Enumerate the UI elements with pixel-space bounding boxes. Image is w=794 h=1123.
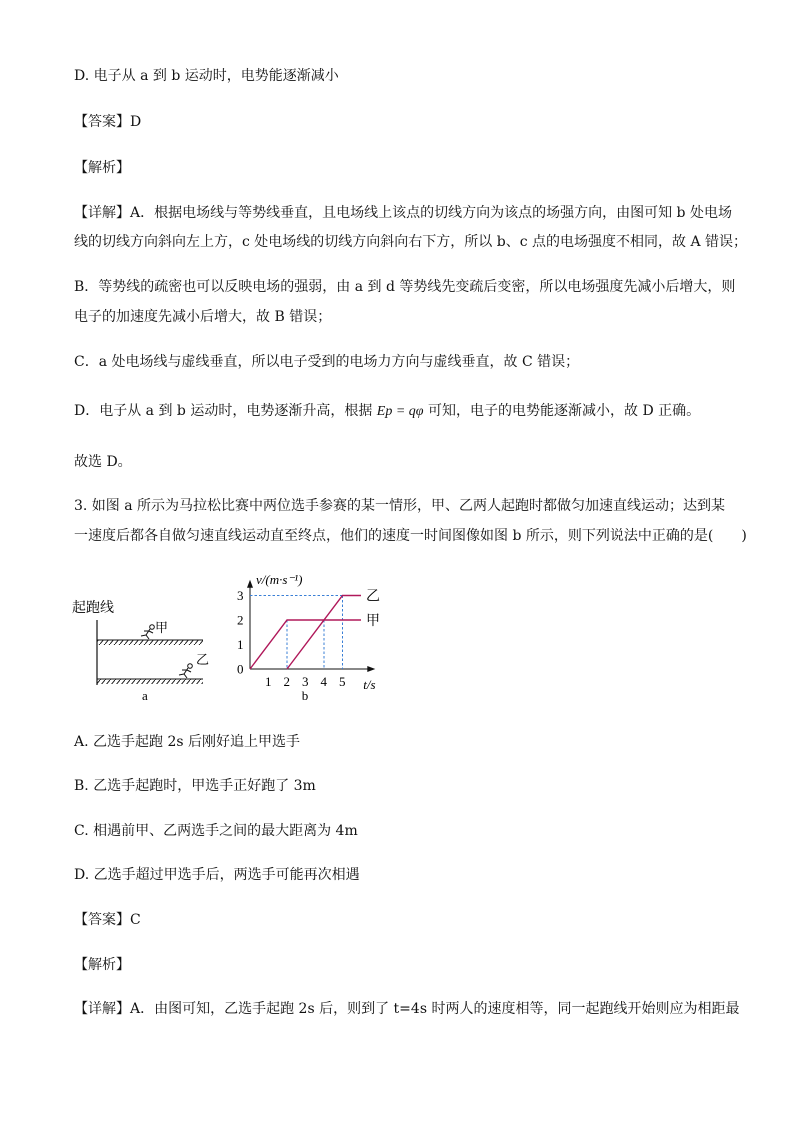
q3-option-a: A. 乙选手起跑 2s 后刚好追上甲选手 [74,734,301,750]
velocity-time-chart [228,570,408,705]
q3-detail-a: 【详解】A．由图可知，乙选手起跑 2s 后，则到了 t=4s 时两人的速度相等，同一起跑线开始则应为相距最 [74,1001,740,1017]
figure-a [70,590,215,702]
detail-d-post: 可知，电子的电势能逐渐减小，故 D 正确。 [428,403,701,419]
q2-detail-a-line2: 线的切线方向斜向左上方，c 处电场线的切线方向斜向右下方，所以 b、c 点的电场强度不相同，故 A 错误； [74,234,748,250]
runner-yi-label: 乙 [196,652,210,667]
x-axis-arrow [367,666,375,672]
figure-b-caption: b [301,688,309,703]
q2-detail-a-line1: 【详解】A．根据电场线与等势线垂直，且电场线上该点的切线方向为该点的场强方向，由图可知 b 处电场 [74,205,732,221]
q3-option-b: B. 乙选手起跑时，甲选手正好跑了 3m [74,778,316,794]
answer-value: D [130,114,142,130]
x-tick-label: 5 [339,674,346,689]
lower-lane-hatch [97,679,203,684]
y-tick-label: 0 [237,661,244,677]
series-label-yi: 乙 [366,589,380,605]
q2-detail-d [74,401,700,422]
y-tick-label: 3 [237,588,244,603]
detail-d-pre: D．电子从 a 到 b 运动时，电势逐渐升高，根据 [74,403,373,419]
q2-conclusion: 故选 D。 [74,454,132,470]
q3-stem-line2: 一速度后都各自做匀速直线运动直至终点，他们的速度一时间图像如图 b 所示，则下列说法中正确的是( ) [74,528,747,544]
q2-option-d: D. 电子从 a 到 b 运动时，电势能逐渐减小 [74,68,339,84]
y-axis-arrow [247,580,253,588]
x-tick-label: 1 [265,674,272,689]
y-tick-label: 2 [237,612,244,628]
x-tick-label: 3 [302,674,309,689]
runner-jia-label: 甲 [155,620,169,635]
q2-detail-b-line1: B．等势线的疏密也可以反映电场的强弱，由 a 到 d 等势线先变疏后变密，所以电场强度先减小后增大，则 [74,279,736,295]
q3-analysis-tag: 【解析】 [74,957,130,973]
start-line-label: 起跑线 [72,601,114,616]
q2-detail-c: C．a 处电场线与虚线垂直，所以电子受到的电场力方向与虚线垂直，故 C 错误； [74,354,580,370]
x-tick-label: 4 [320,674,327,689]
q3-option-c: C. 相遇前甲、乙两选手之间的最大距离为 4m [74,823,358,839]
answer-tag: 【答案】 [74,114,130,130]
y-tick-label: 1 [237,637,244,652]
runner-jia-icon [141,625,154,639]
x-tick-label: 2 [283,674,290,689]
q3-stem-line1: 3. 如图 a 所示为马拉松比赛中两位选手参赛的某一情形，甲、乙两人起跑时都做匀加速直线运动；达到某 [74,498,726,514]
q2-answer [74,112,141,132]
x-axis-label: t/s [363,677,376,692]
answer-tag: 【答案】 [74,912,130,928]
answer-value: C [130,912,141,928]
runner-yi-icon [179,664,192,678]
q3-answer [74,910,141,930]
series-label-jia: 甲 [366,614,380,629]
figure-a-caption: a [142,688,148,702]
q2-detail-b-line2: 电子的加速度先减小后增大，故 B 错误； [74,309,332,325]
q2-analysis-tag: 【解析】 [74,160,130,176]
q3-option-d: D. 乙选手超过甲选手后，两选手可能再次相遇 [74,867,360,883]
potential-energy-formula: Ep = qφ [376,404,424,419]
upper-lane-hatch [97,640,203,645]
y-axis-label: v/(m·s⁻¹) [256,572,303,587]
